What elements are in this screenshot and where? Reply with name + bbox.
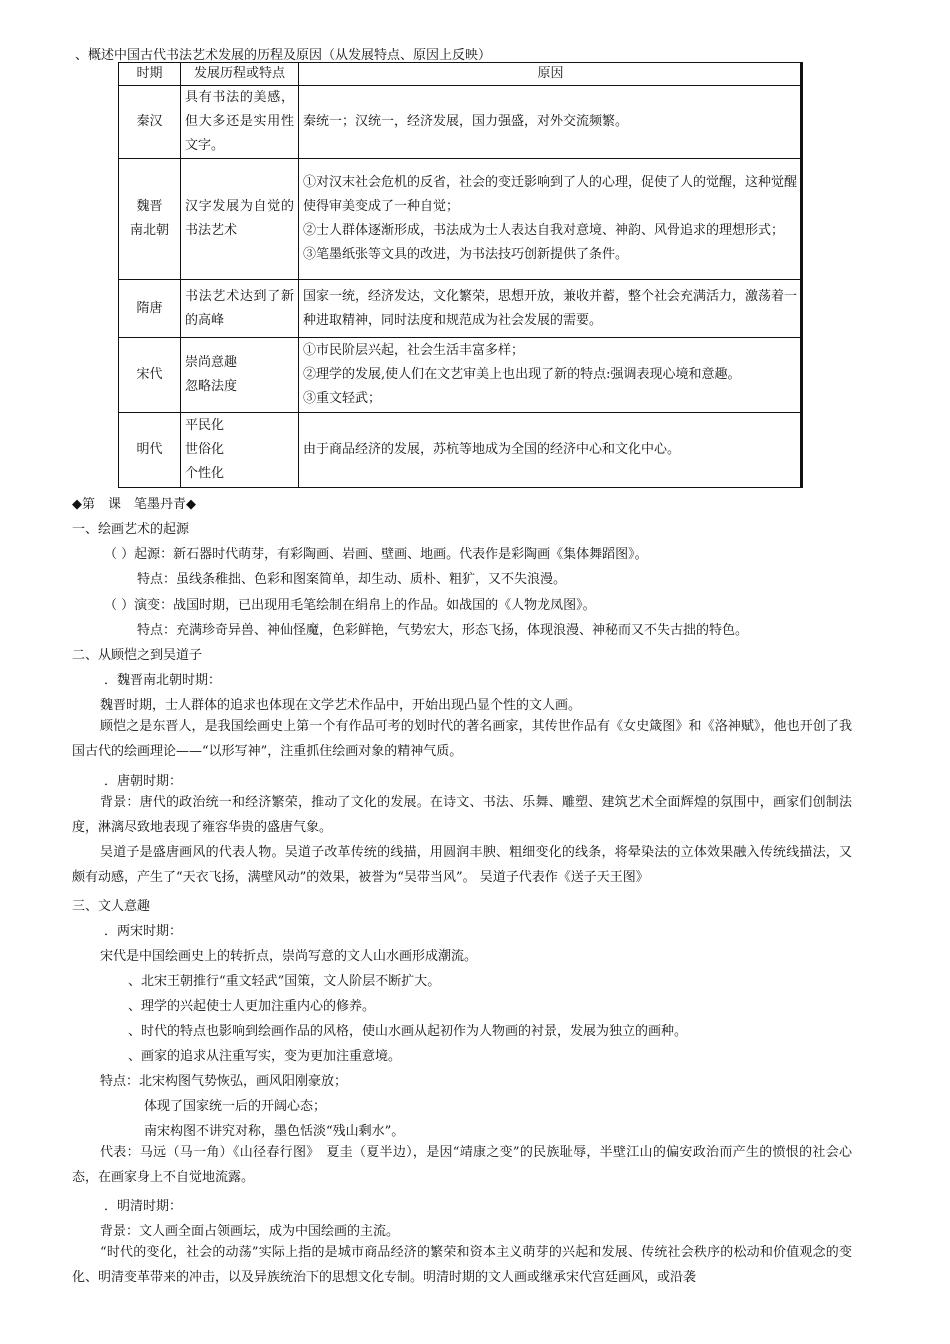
- reason-cell: 由于商品经济的发展，苏杭等地成为全国的经济中心和文化中心。: [299, 413, 803, 488]
- text-line: 魏晋时期，士人群体的追求也体现在文学艺术作品中，开始出现凸显个性的文人画。: [100, 698, 582, 713]
- list-item: 、时代的特点也影响到绘画作品的风格，使山水画从起初作为人物画的衬景，发展为独立的画种。: [128, 1024, 688, 1039]
- paragraph: 背景：唐代的政治统一和经济繁荣，推动了文化的发展。在诗文、书法、乐舞、雕塑、建筑艺术全面辉煌的氛围中，画家们创制法度，淋漓尽致地表现了雍容华贵的盛唐气象。: [72, 795, 852, 835]
- table-row: [119, 86, 803, 159]
- lesson-heading: ◆第 课 笔墨丹青◆: [72, 497, 196, 512]
- table-row: [119, 280, 803, 338]
- list-item: 、画家的追求从注重写实，变为更加注重意境。: [128, 1049, 402, 1064]
- table-header-cell: 原因: [299, 63, 803, 86]
- table-row: [119, 159, 803, 280]
- text-line: 背景：文人画全面占领画坛，成为中国绘画的主流。: [100, 1224, 400, 1239]
- period-cell: 秦汉: [119, 86, 181, 159]
- reason-cell: 国家一统，经济发达，文化繁荣，思想开放，兼收并蓄，整个社会充满活力，激荡着一种进取精神，同时法度和规范成为社会发展的需要。: [299, 280, 803, 338]
- feature-cell: 平民化 世俗化 个性化: [181, 413, 299, 488]
- text-line: 宋代是中国绘画史上的转折点，崇尚写意的文人山水画形成潮流。: [100, 949, 478, 964]
- text-line: 特点：北宋构图气势恢弘，画风阳刚豪放；: [100, 1074, 348, 1089]
- section-title: 、概述中国古代书法艺术发展的历程及原因（从发展特点、原因上反映）: [75, 48, 492, 63]
- list-item: 、北宋王朝推行“重文轻武”国策，文人阶层不断扩大。: [128, 974, 441, 989]
- feature-cell: 书法艺术达到了新的高峰: [181, 280, 299, 338]
- section-heading: 三、文人意趣: [72, 899, 151, 914]
- paragraph: 顾恺之是东晋人，是我国绘画史上第一个有作品可考的划时代的著名画家，其传世作品有《女史箴图》和《洛神赋》，他也开创了我国古代的绘画理论——“以形写神”，注重抓住绘画对象的精神气质。: [72, 719, 852, 759]
- text-line: （ ）演变：战国时期，已出现用毛笔绘制在绢帛上的作品。如战国的《人物龙凤图》。: [104, 598, 596, 613]
- sub-heading: ．唐朝时期：: [104, 774, 183, 789]
- text-line: 特点：充满珍奇异兽、神仙怪魔，色彩鲜艳，气势宏大，形态飞扬，体现浪漫、神秘而又不失古拙的特色。: [137, 623, 749, 638]
- paragraph: 代表：马远（马一角）《山径春行图》 夏圭（夏半边），是因“靖康之变”的民族耻辱，半壁江山的偏安政治而产生的愤恨的社会心态，在画家身上不自觉地流露。: [72, 1145, 852, 1185]
- table-header-cell: 发展历程或特点: [181, 63, 299, 86]
- period-cell: 明代: [119, 413, 181, 488]
- table-row: [119, 413, 803, 488]
- sub-heading: ．两宋时期：: [104, 924, 183, 939]
- text-line: 南宋构图不讲究对称，墨色恬淡“残山剩水”。: [144, 1124, 405, 1139]
- calligraphy-history-table: [118, 62, 803, 488]
- list-item: 、理学的兴起使士人更加注重内心的修养。: [128, 999, 376, 1014]
- sub-heading: ．魏晋南北朝时期：: [104, 673, 222, 688]
- table-header-row: [119, 63, 803, 86]
- reason-cell: 秦统一；汉统一，经济发展，国力强盛，对外交流频繁。: [299, 86, 803, 159]
- text-line: 体现了国家统一后的开阔心态；: [144, 1099, 327, 1114]
- period-cell: 隋唐: [119, 280, 181, 338]
- reason-cell: ①对汉末社会危机的反省，社会的变迁影响到了人的心理，促使了人的觉醒，这种觉醒使得审美变成了一种自觉； ②士人群体逐渐形成，书法成为士人表达自我对意境、神韵、风骨追求的理想形式； ③笔墨纸张等文具的改进，为书法技巧创新提供了条件。: [299, 159, 803, 280]
- section-heading: 一、绘画艺术的起源: [72, 522, 190, 537]
- sub-heading: ．明清时期：: [104, 1199, 183, 1214]
- reason-cell: ①市民阶层兴起，社会生活丰富多样； ②理学的发展,使人们在文艺审美上也出现了新的特点:强调表现心境和意趣。 ③重文轻武；: [299, 338, 803, 413]
- section-heading: 二、从顾恺之到吴道子: [72, 648, 203, 663]
- period-cell: 宋代: [119, 338, 181, 413]
- table-row: [119, 338, 803, 413]
- table-outer-border: [800, 62, 802, 488]
- table-header-cell: 时期: [119, 63, 181, 86]
- feature-cell: 汉字发展为自觉的书法艺术: [181, 159, 299, 280]
- text-line: 特点：虽线条稚拙、色彩和图案简单，却生动、质朴、粗犷，又不失浪漫。: [137, 572, 567, 587]
- paragraph: “时代的变化，社会的动荡”实际上指的是城市商品经济的繁荣和资本主义萌芽的兴起和发展、传统社会秩序的松动和价值观念的变化、明清变革带来的冲击，以及异族统治下的思想文化专制。明清时期的文人画或继承宋代宫廷画风，或沿袭: [72, 1245, 852, 1285]
- text-line: （ ）起源：新石器时代萌芽，有彩陶画、岩画、壁画、地画。代表作是彩陶画《集体舞蹈图》。: [104, 547, 648, 562]
- period-cell: 魏晋 南北朝: [119, 159, 181, 280]
- feature-cell: 具有书法的美感，但大多还是实用性文字。: [181, 86, 299, 159]
- paragraph: 吴道子是盛唐画风的代表人物。吴道子改革传统的线描，用圆润丰腴、粗细变化的线条，将晕染法的立体效果融入传统线描法，又颇有动感，产生了“天衣飞扬，满壁风动”的效果，被誉为“吴带当风”。 吴道子代表作《送子天王图》: [72, 845, 852, 885]
- feature-cell: 崇尚意趣 忽略法度: [181, 338, 299, 413]
